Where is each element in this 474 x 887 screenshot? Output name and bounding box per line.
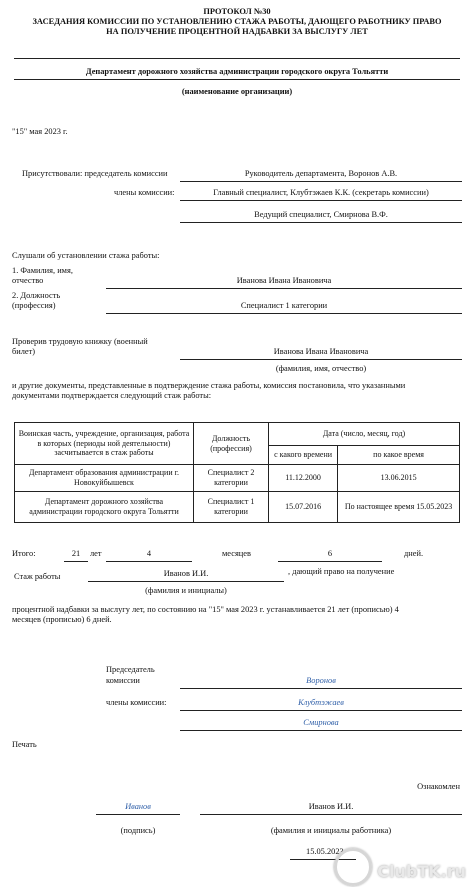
watermark-seal-icon [334, 848, 372, 886]
documents-text: документами подтверждается следующий стаж работы: [12, 391, 212, 400]
months-label: месяцев [222, 549, 251, 558]
work-experience-table [14, 422, 460, 523]
member-value: Главный специалист, Клубтэжаев К.К. (секретарь комиссии) [213, 188, 429, 197]
protocol-title-line: ЗАСЕДАНИЯ КОМИССИИ ПО УСТАНОВЛЕНИЮ СТАЖА РАБОТЫ, ДАЮЩЕГО РАБОТНИКУ ПРАВО [32, 17, 442, 26]
field-underline [180, 181, 462, 182]
organization-name: Департамент дорожного хозяйства администрации городского округа Тольятти [85, 67, 389, 76]
table-cell-org: Департамент дорожного хозяйства администрации городского округа Тольятти [15, 492, 194, 523]
signature-line [96, 814, 180, 815]
years-value: 21 [71, 549, 81, 558]
table-header-from: с какого времени [269, 446, 338, 465]
right-text: , дающий право на получение [288, 567, 395, 576]
table-header-to: по какое время [338, 446, 460, 465]
signature-line [180, 730, 462, 731]
table-cell-to: 13.06.2015 [338, 465, 460, 492]
field-underline [64, 561, 88, 562]
position-label: 2. Должность [12, 291, 61, 300]
field-underline [180, 200, 462, 201]
divider [14, 58, 460, 59]
days-label: дней. [404, 549, 424, 558]
protocol-date: "15" мая 2023 г. [12, 127, 68, 136]
field-underline [88, 581, 284, 582]
checked-label: билет) [12, 347, 36, 356]
field-underline [106, 313, 462, 314]
table-row [15, 465, 460, 492]
field-underline [278, 561, 382, 562]
stage-caption: (фамилия и инициалы) [145, 586, 227, 595]
field-underline [180, 222, 462, 223]
protocol-number: ПРОТОКОЛ №30 [203, 7, 271, 16]
name-caption: (фамилия и инициалы работника) [270, 826, 392, 835]
sign-caption: (подпись) [120, 826, 156, 835]
table-header-org: Воинская часть, учреждение, организация, работа в которых (периоды ной деятельности) засчитывается в стаж работы [15, 423, 194, 465]
full-name-value: Иванова Ивана Ивановича [236, 276, 332, 285]
chairman-sign-label: Председатель [106, 665, 155, 674]
table-row [15, 492, 460, 523]
checked-value: Иванова Ивана Ивановича [273, 347, 369, 356]
acquainted-label: Ознакомлен [417, 782, 460, 791]
organization-underline [14, 79, 460, 80]
checked-caption: (фамилия, имя, отчество) [275, 364, 367, 373]
position-label: (профессия) [12, 301, 56, 310]
table-cell-from: 15.07.2016 [269, 492, 338, 523]
months-value: 4 [146, 549, 152, 558]
conclusion-text: процентной надбавки за выслугу лет, по состоянию на "15" мая 2023 г. устанавливается 21 лет (прописью) 4 [12, 605, 399, 614]
stamp-label: Печать [12, 740, 37, 749]
employee-name: Иванов И.И. [308, 802, 354, 811]
signature-line [180, 688, 462, 689]
conclusion-text: месяцев (прописью) 6 дней. [12, 615, 112, 624]
days-value: 6 [327, 549, 333, 558]
field-underline [200, 814, 462, 815]
chairman-signature: Воронов [306, 676, 336, 685]
heard-label: Слушали об установлении стажа работы: [12, 251, 160, 260]
chairman-value: Руководитель департамента, Воронов А.В. [244, 169, 398, 178]
member-signature: Смирнова [303, 718, 339, 727]
final-date: 15.05.2023 [306, 847, 344, 856]
checked-label: Проверив трудовую книжку (военный [12, 337, 148, 346]
table-header-dates: Дата (число, месяц, год) [269, 423, 460, 446]
field-underline [106, 561, 192, 562]
total-label: Итого: [12, 549, 36, 558]
chairman-sign-label: комиссии [106, 676, 140, 685]
table-cell-org: Департамент образования администрации г. Новокуйбышевск [15, 465, 194, 492]
table-cell-position: Специалист 2 категории [194, 465, 269, 492]
employee-signature: Иванов [125, 802, 151, 811]
watermark: ClubTK.ru [377, 862, 466, 881]
years-label: лет [90, 549, 102, 558]
members-label: члены комиссии: [114, 188, 175, 197]
organization-caption: (наименование организации) [181, 87, 293, 96]
full-name-label: 1. Фамилия, имя, [12, 266, 73, 275]
stage-value: Иванов И.И. [163, 569, 209, 578]
field-underline [106, 288, 462, 289]
signature-line [180, 710, 462, 711]
table-cell-from: 11.12.2000 [269, 465, 338, 492]
table-cell-to: По настоящее время 15.05.2023 [338, 492, 460, 523]
field-underline [180, 359, 462, 360]
position-value: Специалист 1 категории [240, 301, 328, 310]
members-sign-label: члены комиссии: [106, 698, 167, 707]
table-cell-position: Специалист 1 категории [194, 492, 269, 523]
protocol-title-line: НА ПОЛУЧЕНИЕ ПРОЦЕНТНОЙ НАДБАВКИ ЗА ВЫСЛУГУ ЛЕТ [106, 27, 368, 36]
full-name-label: отчество [12, 276, 44, 285]
documents-text: и другие документы, представленные в подтверждение стажа работы, комиссия постановила, что указанными [12, 381, 406, 390]
table-header-position: Должность (профессия) [194, 423, 269, 465]
present-label: Присутствовали: председатель комиссии [22, 169, 168, 178]
member-value: Ведущий специалист, Смирнова В.Ф. [254, 210, 388, 219]
member-signature: Клубтэжаев [298, 698, 344, 707]
stage-label: Стаж работы [14, 572, 61, 581]
